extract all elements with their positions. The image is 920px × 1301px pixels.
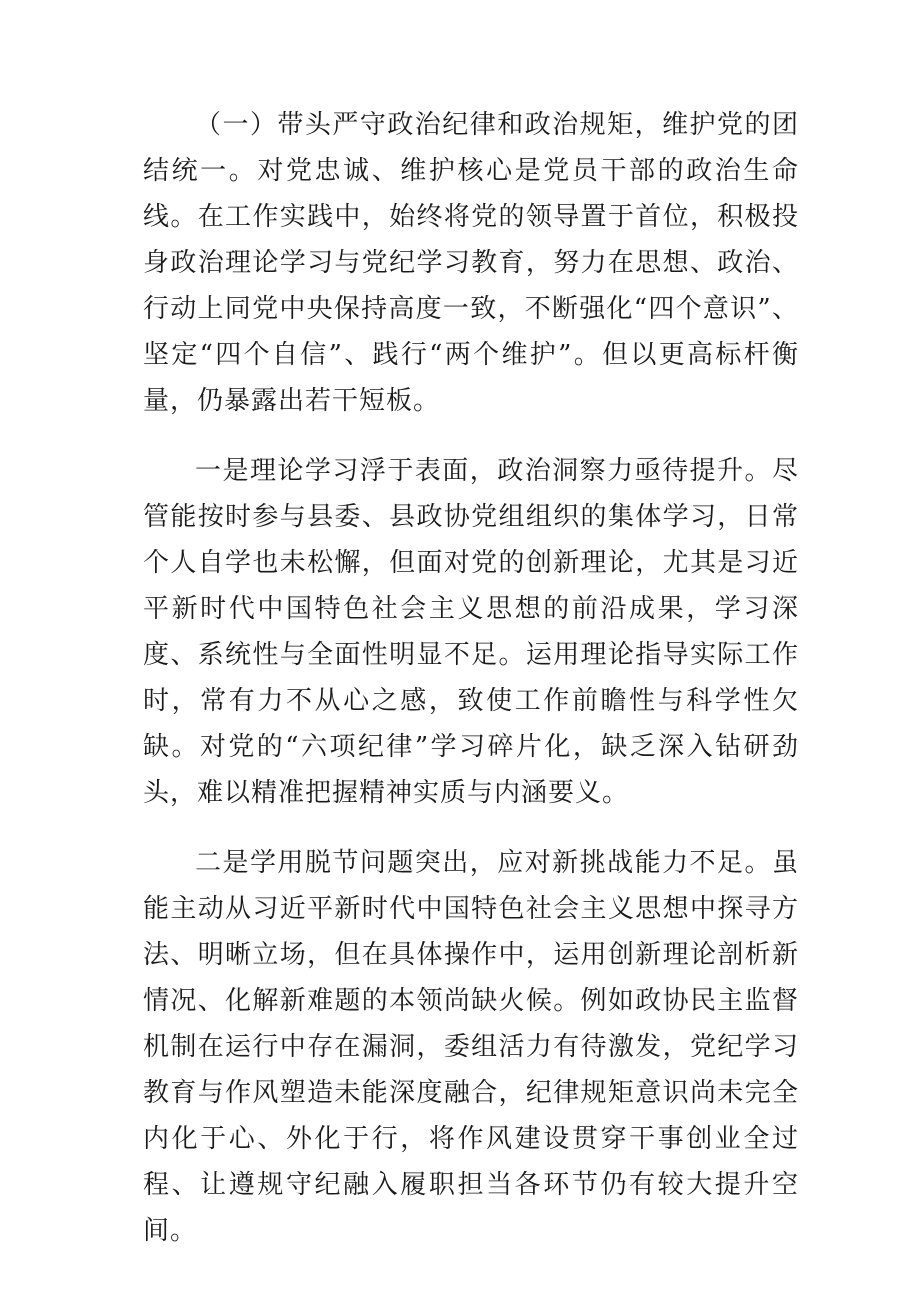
paragraph-section-one: （一）带头严守政治纪律和政治规矩，维护党的团结统一。对党忠诚、维护核心是党员干部的政治生命线。在工作实践中，始终将党的领导置于首位，积极投身政治理论学习与党纪学习教育，努力在思想、政治、行动上同党中央保持高度一致，不断强化“四个意识”、坚定“四个自信”、践行“两个维护”。但以更高标杆衡量，仍暴露出若干短板。 <box>143 110 799 416</box>
paragraph-point-one: 一是理论学习浮于表面，政治洞察力亟待提升。尽管能按时参与县委、县政协党组组织的集体学习，日常个人自学也未松懈，但面对党的创新理论，尤其是习近平新时代中国特色社会主义思想的前沿成果，学习深度、系统性与全面性明显不足。运用理论指导实际工作时，常有力不从心之感，致使工作前瞻性与科学性欠缺。对党的“六项纪律”学习碎片化，缺乏深入钻研劲头，难以精准把握精神实质与内涵要义。 <box>143 456 799 808</box>
document-body <box>143 102 799 1254</box>
paragraph-point-two: 二是学用脱节问题突出，应对新挑战能力不足。虽能主动从习近平新时代中国特色社会主义思想中探寻方法、明晰立场，但在具体操作中，运用创新理论剖析新情况、化解新难题的本领尚缺火候。例如政协民主监督机制在运行中存在漏洞，委组活力有待激发，党纪学习教育与作风塑造未能深度融合，纪律规矩意识尚未完全内化于心、外化于行，将作风建设贯穿干事创业全过程、让遵规守纪融入履职担当各环节仍有较大提升空间。 <box>143 848 799 1246</box>
